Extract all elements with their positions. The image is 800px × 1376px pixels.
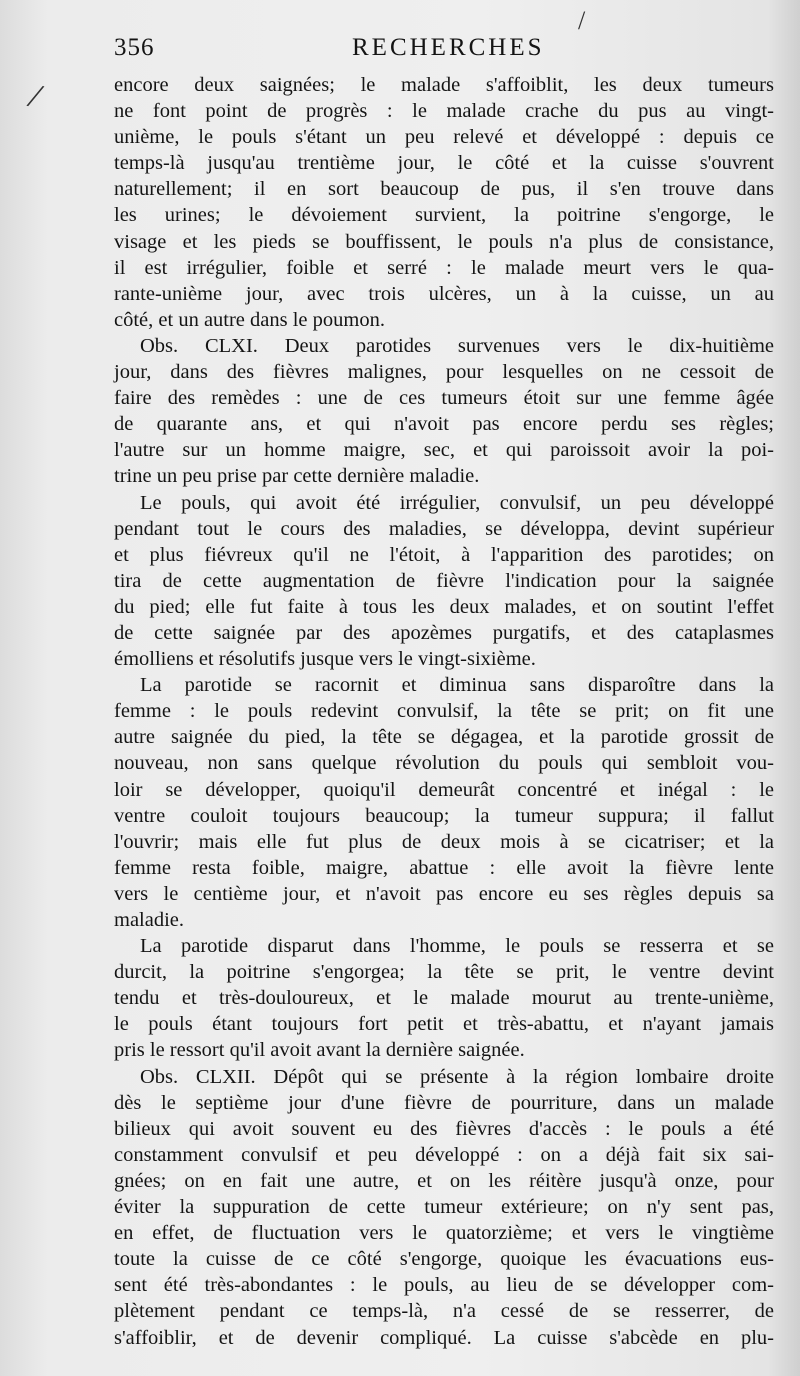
text-line: rante-unième jour, avec trois ulcères, un à la cuisse, un au (114, 282, 774, 305)
text-line: pris le ressort qu'il avoit avant la dernière saignée. (114, 1039, 525, 1062)
text-line: faire des remèdes : une de ces tumeurs étoit sur une femme âgée (114, 387, 774, 410)
text-line: le pouls étant toujours fort petit et très-abattu, et n'ayant jamais (114, 1013, 774, 1036)
margin-annotation: / (26, 77, 44, 116)
text-line: tira de cette augmentation de fièvre l'indication pour la saignée (114, 569, 774, 592)
text-line: gnées; on en fait une autre, et on les réitère jusqu'à onze, pour (114, 1169, 774, 1192)
text-line: et plus fiévreux qu'il ne l'étoit, à l'apparition des parotides; on (114, 543, 774, 566)
page-number: 356 (114, 34, 155, 61)
text-line: durcit, la poitrine s'engorgea; la tête se prit, le ventre devint (114, 961, 774, 984)
text-line: femme resta foible, maigre, abattue : elle avoit la fièvre lente (114, 856, 774, 879)
text-line: ne font point de progrès : le malade crache du pus au vingt- (114, 100, 774, 123)
text-line: de cette saignée par des apozèmes purgatifs, et des cataplasmes (114, 621, 774, 644)
observation-heading-line: Obs. CLXI. Deux parotides survenues vers le dix-huitième (140, 334, 774, 357)
running-title: RECHERCHES (352, 34, 545, 61)
observation-heading-line: Obs. CLXII. Dépôt qui se présente à la région lombaire droite (140, 1065, 774, 1088)
text-line: les urines; le dévoiement survient, la poitrine s'engorge, le (114, 204, 774, 227)
text-line: trine un peu prise par cette dernière maladie. (114, 465, 480, 488)
text-line: nouveau, non sans quelque révolution du pouls qui sembloit vou- (114, 752, 774, 775)
text-line: sent été très-abondantes : le pouls, au lieu de se développer com- (114, 1274, 774, 1297)
text-line: tendu et très-douloureux, et le malade mourut au trente-unième, (114, 987, 774, 1010)
text-line: maladie. (114, 909, 185, 931)
text-line: bilieux qui avoit souvent eu des fièvres d'accès : le pouls a été (114, 1117, 774, 1140)
text-line: de quarante ans, et qui n'avoit pas encore perdu ses règles; (114, 413, 774, 436)
text-line: naturellement; il en sort beaucoup de pus, il s'en trouve dans (114, 178, 774, 201)
text-line: s'affoiblir, et de devenir compliqué. La cuisse s'abcède en plu- (114, 1326, 774, 1349)
body-text (114, 72, 774, 1351)
text-line: La parotide se racornit et diminua sans disparoître dans la (140, 674, 774, 697)
text-line: unième, le pouls s'étant un peu relevé et développé : depuis ce (114, 126, 774, 149)
text-line: Le pouls, qui avoit été irrégulier, convulsif, un peu développé (140, 491, 774, 514)
text-line: pendant tout le cours des maladies, se développa, devint supérieur (114, 517, 774, 540)
text-line: toute la cuisse de ce côté s'engorge, quoique les évacuations eus- (114, 1248, 774, 1271)
text-line: l'ouvrir; mais elle fut plus de deux mois à se cicatriser; et la (114, 830, 774, 853)
text-line: autre saignée du pied, la tête se dégagea, et la parotide grossit de (114, 726, 774, 749)
text-line: La parotide disparut dans l'homme, le pouls se resserra et se (140, 935, 774, 958)
text-line: l'autre sur un homme maigre, sec, et qui paroissoit avoir la poi- (114, 439, 774, 462)
text-line: vers le centième jour, et n'avoit pas encore eu ses règles depuis sa (114, 882, 774, 905)
text-line: dès le septième jour d'une fièvre de pourriture, dans un malade (114, 1091, 774, 1114)
text-line: jour, dans des fièvres malignes, pour lesquelles on ne cessoit de (114, 361, 774, 384)
text-line: en effet, de fluctuation vers le quatorzième; et vers le vingtième (114, 1222, 774, 1245)
text-line: côté, et un autre dans le poumon. (114, 308, 385, 331)
text-line: temps-là jusqu'au trentième jour, le côté et la cuisse s'ouvrent (114, 152, 774, 175)
page-header (114, 34, 714, 68)
text-line: émolliens et résolutifs jusque vers le vingt-sixième. (114, 648, 536, 671)
text-line: encore deux saignées; le malade s'affoiblit, les deux tumeurs (114, 74, 774, 96)
text-line: visage et les pieds se bouffissent, le pouls n'a plus de consistance, (114, 230, 774, 253)
ink-mark: / (578, 6, 586, 35)
text-line: loir se développer, quoiqu'il demeurât concentré et inégal : le (114, 778, 774, 801)
text-line: il est irrégulier, foible et serré : le malade meurt vers le qua- (114, 256, 774, 279)
text-line: ventre couloit toujours beaucoup; la tumeur suppura; il fallut (114, 804, 774, 827)
text-line: femme : le pouls redevint convulsif, la tête se prit; on fit une (114, 700, 774, 723)
text-line: du pied; elle fut faite à tous les deux malades, et on soutint l'effet (114, 595, 774, 618)
text-line: éviter la suppuration de cette tumeur extérieure; on n'y sent pas, (114, 1196, 774, 1219)
text-line: plètement pendant ce temps-là, n'a cessé de se resserrer, de (114, 1300, 774, 1323)
text-line: constamment convulsif et peu développé : on a déjà fait six sai- (114, 1143, 774, 1166)
